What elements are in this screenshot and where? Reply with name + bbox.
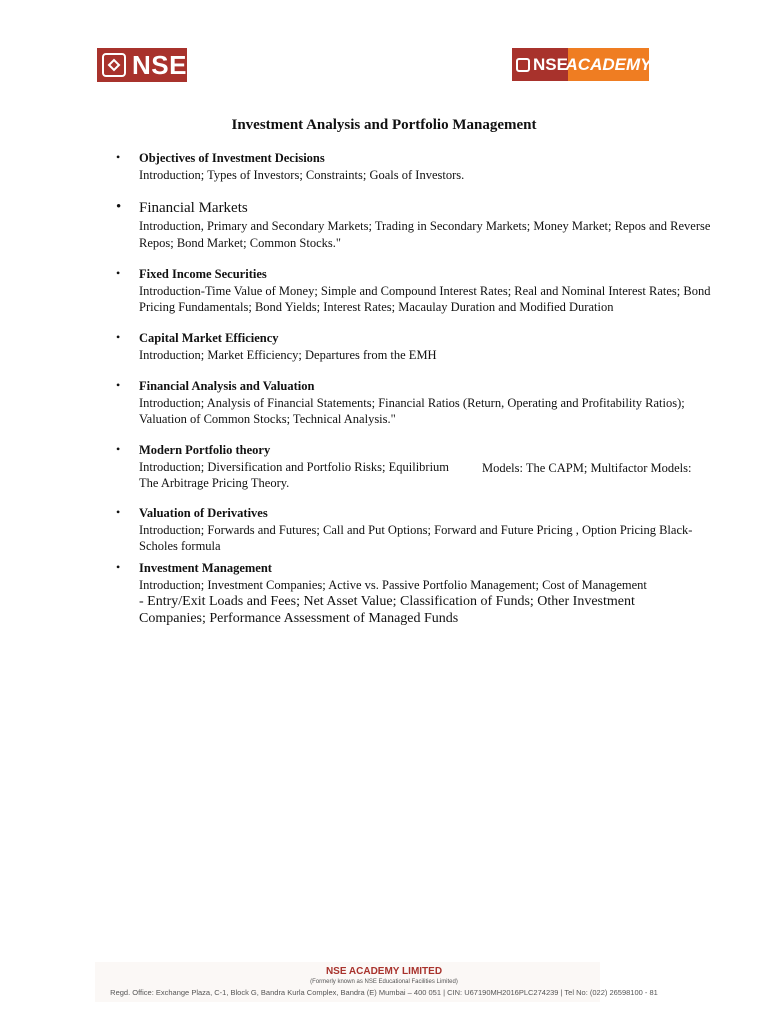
item-heading: Financial Markets xyxy=(139,200,248,216)
list-item xyxy=(112,560,732,627)
item-body-part: Introduction; Diversification and Portfolio Risks; Equilibrium xyxy=(139,460,450,474)
item-body: Introduction, Primary and Secondary Markets; Trading in Secondary Markets; Money Market; Repos and Reverse Repos; Bond Market; Common Stocks." xyxy=(139,219,711,250)
list-item xyxy=(112,505,732,554)
syllabus-list xyxy=(112,148,732,627)
item-heading: Modern Portfolio theory xyxy=(139,443,271,457)
footer-formerly: (Formerly known as NSE Educational Facilities Limited) xyxy=(310,979,458,985)
item-heading: Investment Management xyxy=(139,561,272,575)
list-item xyxy=(112,330,732,363)
item-body-large: - Entry/Exit Loads and Fees; Net Asset Value; Classification of Funds; Other Investment Companies; Performance Assessment of Managed Funds xyxy=(139,594,635,626)
bullet: • xyxy=(116,560,121,574)
item-body: Introduction; Market Efficiency; Departures from the EMH xyxy=(139,348,437,362)
nse-logo-text: NSE xyxy=(132,49,187,80)
footer-company: NSE ACADEMY LIMITED xyxy=(325,966,443,977)
item-body: Introduction; Analysis of Financial Statements; Financial Ratios (Return, Operating and Profitability Ratios); Valuation of Common Stocks; Technical Analysis." xyxy=(139,396,685,426)
bullet: • xyxy=(116,199,122,215)
bullet: • xyxy=(116,505,121,519)
list-item xyxy=(112,442,732,491)
item-heading: Financial Analysis and Valuation xyxy=(139,379,315,393)
item-body-part: Models: The CAPM; Multifactor Models: xyxy=(482,461,692,475)
list-item xyxy=(112,266,732,315)
bullet: • xyxy=(116,442,121,456)
item-body: Introduction; Forwards and Futures; Call and Put Options; Forward and Future Pricing , Option Pricing Black-Scholes formula xyxy=(139,523,693,553)
list-item xyxy=(112,199,732,252)
nse-academy-mark-icon xyxy=(516,58,530,72)
item-body: Introduction; Types of Investors; Constraints; Goals of Investors. xyxy=(139,168,465,182)
item-body: Introduction-Time Value of Money; Simple and Compound Interest Rates; Real and Nominal Interest Rates; Bond Pricing Fundamentals; Bond Yields; Interest Rates; Macaulay Duration and Modified Duration xyxy=(139,284,711,314)
nse-academy-logo-right-text: ACADEMY xyxy=(565,54,652,74)
list-item xyxy=(112,378,732,427)
list-item xyxy=(112,150,732,183)
item-heading: Valuation of Derivatives xyxy=(139,506,268,520)
nse-logo xyxy=(97,48,187,82)
nse-academy-logo xyxy=(512,48,652,81)
item-heading: Capital Market Efficiency xyxy=(139,331,279,345)
item-body-part: The Arbitrage Pricing Theory. xyxy=(139,476,290,490)
item-heading: Objectives of Investment Decisions xyxy=(139,151,325,165)
footer xyxy=(0,966,768,1000)
nse-academy-logo-left-text: NSE xyxy=(533,54,568,74)
bullet: • xyxy=(116,378,121,392)
bullet: • xyxy=(116,330,121,344)
footer-address: Regd. Office: Exchange Plaza, C-1, Block G, Bandra Kurla Complex, Bandra (E) Mumbai – 400 051 | CIN: U67190MH2016PLC274239 | Tel No: (022) 26598100 - 81 xyxy=(110,988,658,997)
nse-mark-icon xyxy=(102,53,126,77)
item-heading: Fixed Income Securities xyxy=(139,267,267,281)
bullet: • xyxy=(116,266,121,280)
page-title: Investment Analysis and Portfolio Management xyxy=(231,117,537,133)
bullet: • xyxy=(116,150,121,164)
item-body: Introduction; Investment Companies; Active vs. Passive Portfolio Management; Cost of Management xyxy=(139,578,647,592)
